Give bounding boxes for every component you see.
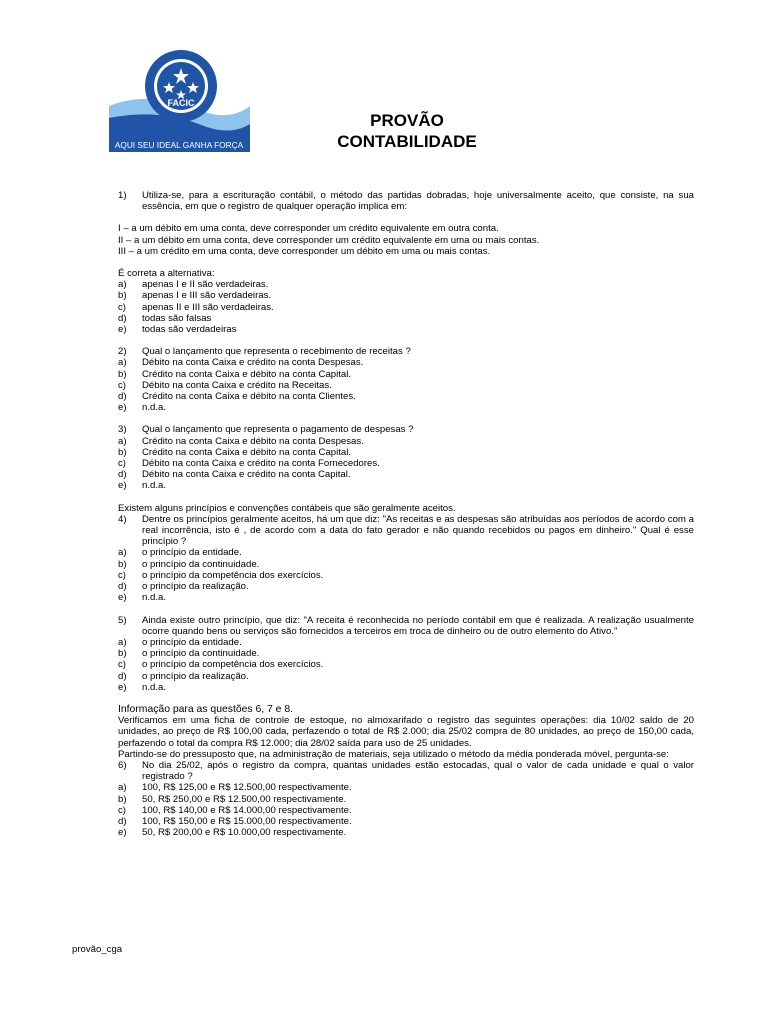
option-e: e) n.d.a. (118, 681, 167, 693)
info-heading: Informação para as questões 6, 7 e 8. (118, 703, 294, 715)
question-number: 2) (118, 346, 127, 358)
option-e: e) 50, R$ 200,00 e R$ 10.000,00 respectivamente. (118, 827, 347, 839)
option-b: b) 50, R$ 250,00 e R$ 12.500,00 respectivamente. (118, 793, 347, 805)
option-b: b) Crédito na conta Caixa e débito na conta Capital. (118, 368, 352, 380)
exam-content (118, 190, 694, 838)
question-3 (118, 424, 694, 435)
option-a: a) o princípio da entidade. (118, 547, 242, 559)
page-footer: provão_cga (72, 944, 123, 955)
answer-prompt: É correta a alternativa: (118, 268, 215, 280)
option-a: a) Crédito na conta Caixa e débito na conta Despesas. (118, 435, 364, 447)
option-b: b) Crédito na conta Caixa e débito na conta Capital. (118, 446, 352, 458)
option-a: a) Débito na conta Caixa e crédito na conta Despesas. (118, 357, 364, 369)
option-c: c) Débito na conta Caixa e crédito na Receitas. (118, 379, 332, 391)
question-6 (118, 760, 694, 782)
question-number: 1) (118, 190, 127, 201)
statement: I – a um débito em uma conta, deve corresponder um crédito equivalente em outra conta. (118, 223, 499, 235)
title-block (300, 110, 514, 152)
title-line-1: PROVÃO (370, 111, 444, 130)
option-e: e) n.d.a. (118, 480, 167, 492)
info-paragraph-2: Partindo-se do pressuposto que, na administração de materiais, seja utilizado o método da média ponderada móvel, pergunta-se: (118, 748, 669, 760)
question-number: 6) (118, 759, 127, 771)
option-e: e) n.d.a. (118, 592, 167, 604)
option-d: d) o princípio da realização. (118, 581, 249, 593)
info-paragraph-1: Verificamos em uma ficha de controle de estoque, no almoxarifado o registro das seguintes operações: dia 10/02 saldo de 20 unidades, ao preço de R$ 100,00 cada, perfazendo o total de R$ 2.000; dia 25/02 compra de 80 unidades, ao preço de 150,00 cada, perfazendo o total da compra R$ 12.000; dia 28/02 saída para uso de 25 unidades. (118, 715, 694, 749)
option-b: b) o princípio da continuidade. (118, 558, 260, 570)
statement: II – a um débito em uma conta, deve corresponder um crédito equivalente em uma ou mais contas. (118, 234, 540, 246)
question-5 (118, 615, 694, 637)
option-b: b) apenas I e III são verdadeiras. (118, 290, 272, 302)
option-c: c) apenas II e III são verdadeiras. (118, 301, 274, 313)
question-2 (118, 346, 694, 357)
option-d: d) o princípio da realização. (118, 670, 249, 682)
question-number: 5) (118, 614, 127, 626)
option-a: a) apenas I e II são verdadeiras. (118, 279, 269, 291)
question-text: No dia 25/02, após o registro da compra, quantas unidades estão estocadas, qual o valor de cada unidade e qual o valor registrado ? (142, 759, 694, 783)
question-text: Qual o lançamento que representa o pagamento de despesas ? (142, 424, 414, 436)
option-d: d) todas são falsas (118, 312, 212, 324)
option-a: a) 100, R$ 125,00 e R$ 12.500,00 respectivamente. (118, 782, 352, 794)
option-b: b) o princípio da continuidade. (118, 648, 260, 660)
option-d: d) Débito na conta Caixa e crédito na conta Capital. (118, 469, 351, 481)
question-number: 4) (118, 513, 127, 525)
option-c: c) o princípio da competência dos exercícios. (118, 659, 324, 671)
option-d: d) 100, R$ 150,00 e R$ 15.000,00 respectivamente. (118, 815, 352, 827)
question-1 (118, 190, 694, 212)
logo-slogan: AQUI SEU IDEAL GANHA FORÇA (114, 140, 244, 150)
option-d: d) Crédito na conta Caixa e débito na conta Clientes. (118, 391, 356, 403)
option-e: e) todas são verdadeiras (118, 324, 237, 336)
question-text: Dentre os princípios geralmente aceitos, há um que diz: "As receitas e as despesas são atribuídas aos períodos de acordo com a real incorrência, isto é , de acordo com a data do fato gerador e não quando recebidos ou pagos em dinheiro." Qual é esse princípio ? (142, 513, 694, 548)
question-text: Utiliza-se, para a escrituração contábil, o método das partidas dobradas, hoje universalmente aceito, que consiste, na sua essência, em que o registro de qualquer operação implica em: (142, 190, 694, 213)
statement: III – a um crédito em uma conta, deve corresponder um débito em uma ou mais contas. (118, 245, 491, 257)
question-4 (118, 514, 694, 548)
option-e: e) n.d.a. (118, 402, 167, 414)
question-number: 3) (118, 424, 127, 436)
logo-acronym: FACIC (167, 98, 195, 108)
question-text: Qual o lançamento que representa o recebimento de receitas ? (142, 346, 411, 358)
option-c: c) o princípio da competência dos exercícios. (118, 569, 324, 581)
title-line-2: CONTABILIDADE (337, 132, 477, 151)
facic-logo (109, 48, 250, 152)
principles-intro: Existem alguns princípios e convenções contábeis que são geralmente aceitos. (118, 502, 456, 514)
option-c: c) Débito na conta Caixa e crédito na conta Fornecedores. (118, 458, 380, 470)
option-a: a) o princípio da entidade. (118, 636, 242, 648)
question-text: Ainda existe outro princípio, que diz: "A receita é reconhecida no período contábil em que é realizada. A realização usualmente ocorre quando bens ou serviços são fornecidos a terceiros em troca de dinheiro ou de outro elemento do Ativo." (142, 614, 694, 637)
option-c: c) 100, R$ 140,00 e R$ 14.000,00 respectivamente. (118, 804, 352, 816)
